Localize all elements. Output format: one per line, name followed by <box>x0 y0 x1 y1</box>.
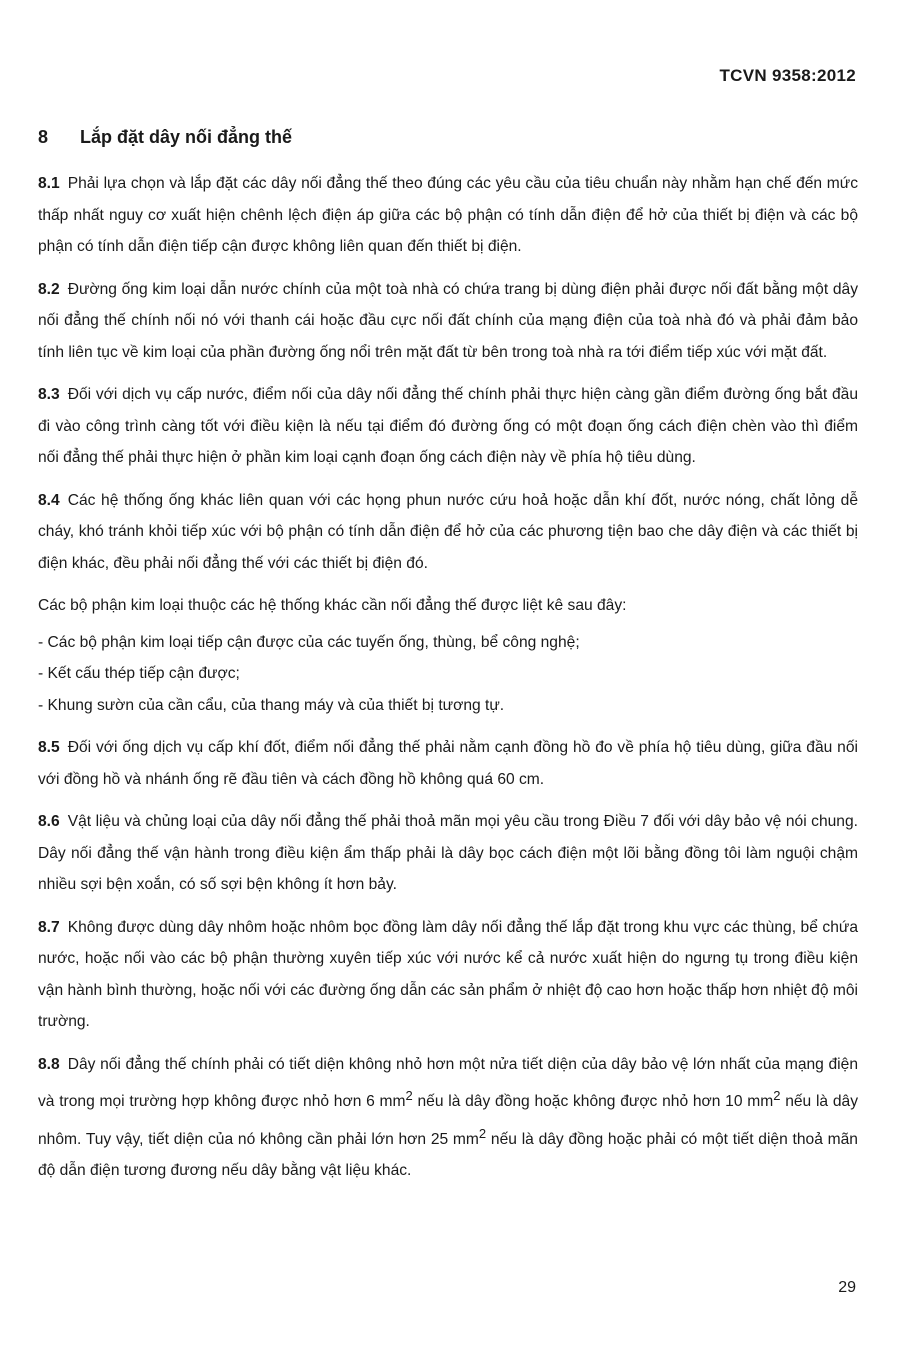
paragraph-number: 8.5 <box>38 739 60 756</box>
paragraph-8-1 <box>38 168 858 263</box>
paragraph-text: Đối với dịch vụ cấp nước, điểm nối của dây nối đẳng thế chính phải thực hiện càng gần điểm đường ống bắt đầu đi vào công trình càng tốt với điều kiện là nếu tại điểm đó đường ống có một đoạn ống cách điện chèn vào thì điểm nối đẳng thế phải thực hiện ở phần kim loại cạnh đoạn ống cách điện này về phía hộ tiêu dùng. <box>38 386 858 466</box>
superscript: 2 <box>405 1088 413 1103</box>
paragraph-number: 8.6 <box>38 813 60 830</box>
list-intro: Các bộ phận kim loại thuộc các hệ thống khác cần nối đẳng thế được liệt kê sau đây: <box>38 597 627 614</box>
paragraph-text: nếu là dây đồng hoặc phải có một tiết diện thoả mãn độ dẫn điện tương đương nếu dây bằng vật liệu khác. <box>38 1130 858 1180</box>
paragraph-text: Đường ống kim loại dẫn nước chính của một toà nhà có chứa trang bị dùng điện phải được nối đất bằng một dây nối đẳng thế chính nối nó với thanh cái hoặc đầu cực nối đất chính của mạng điện của toà nhà đó và phải đảm bảo tính liên tục về kim loại của phần đường ống nổi trên mặt đất từ bên trong toà nhà ra tới điểm tiếp xúc với mặt đất. <box>38 280 858 361</box>
paragraph-text: Dây nối đẳng thế chính phải có tiết diện không nhỏ hơn một nửa tiết diện của dây bảo vệ lớn nhất của mạng điện và trong mọi trường hợp không được nhỏ hơn 6 mm <box>38 1055 858 1111</box>
paragraph-8-6 <box>38 806 858 901</box>
paragraph-number: 8.3 <box>38 386 60 403</box>
section-title: Lắp đặt dây nối đẳng thế <box>80 127 293 147</box>
paragraph-number: 8.8 <box>38 1055 60 1073</box>
paragraph-text: Đối với ống dịch vụ cấp khí đốt, điểm nối đẳng thế phải nằm cạnh đồng hồ đo về phía hộ tiêu dùng, giữa đầu nối với đồng hồ và nhánh ống rẽ đầu tiên và cách đồng hồ không quá 60 cm. <box>38 739 858 788</box>
paragraph-number: 8.1 <box>38 175 60 192</box>
section-number: 8 <box>38 127 49 147</box>
superscript: 2 <box>773 1088 781 1103</box>
paragraph-8-2 <box>38 274 858 369</box>
page-number: 29 <box>838 1279 856 1296</box>
paragraph-number: 8.2 <box>38 280 60 298</box>
paragraph-text: nếu là dây nhôm. Tuy vậy, tiết diện của nó không cần phải lớn hơn 25 mm <box>38 1093 858 1148</box>
paragraph-number: 8.7 <box>38 918 60 936</box>
paragraph-8-7 <box>38 912 858 1038</box>
list-item: - Kết cấu thép tiếp cận được; <box>38 665 240 682</box>
paragraph-text: Vật liệu và chủng loại của dây nối đẳng thế phải thoả mãn mọi yêu cầu trong Điều 7 đối với dây bảo vệ nói chung. Dây nối đẳng thế vận hành trong điều kiện ẩm thấp phải là dây bọc cách điện một lõi bằng đồng tôi làm nguội chậm nhiều sợi bện xoắn, có số sợi bện không ít hơn bảy. <box>38 813 858 893</box>
metal-parts-list <box>38 590 858 721</box>
paragraph-8-3 <box>38 379 858 474</box>
paragraph-text: Phải lựa chọn và lắp đặt các dây nối đẳng thế theo đúng các yêu cầu của tiêu chuẩn này nhằm hạn chế đến mức thấp nhất nguy cơ xuất hiện chênh lệch điện áp giữa các bộ phận có tính dẫn điện để hở của thiết bị điện và các bộ phận có tính dẫn điện tiếp cận được không liên quan đến thiết bị điện. <box>38 175 858 255</box>
section-heading <box>38 127 292 148</box>
document-code: TCVN 9358:2012 <box>719 66 856 85</box>
paragraph-8-5 <box>38 732 858 795</box>
superscript: 2 <box>478 1125 487 1141</box>
list-item: - Khung sườn của cần cẩu, của thang máy và của thiết bị tương tự. <box>38 696 505 714</box>
paragraph-8-4 <box>38 485 858 580</box>
paragraph-text: Không được dùng dây nhôm hoặc nhôm bọc đồng làm dây nối đẳng thế lắp đặt trong khu vực các thùng, bể chứa nước, hoặc nối vào các bộ phận thường xuyên tiếp xúc với nước kể cả nước xuất hiện do ngưng tụ trong điều kiện vận hành bình thường, hoặc nối với các đường ống dẫn các sản phẩm ở nhiệt độ cao hơn hoặc thấp hơn nhiệt độ môi trường. <box>38 918 858 1030</box>
body-content <box>38 168 858 1198</box>
paragraph-text: nếu là dây đồng hoặc không được nhỏ hơn 10 mm <box>412 1093 774 1111</box>
paragraph-8-8 <box>38 1049 858 1187</box>
list-item: - Các bộ phận kim loại tiếp cận được của các tuyến ống, thùng, bể công nghệ; <box>38 633 580 651</box>
paragraph-text: Các hệ thống ống khác liên quan với các họng phun nước cứu hoả hoặc dẫn khí đốt, nước nóng, chất lỏng dễ cháy, khó tránh khỏi tiếp xúc với bộ phận có tính dẫn điện để hở của các phương tiện bao che dây điện và các thiết bị điện khác, đều phải nối đẳng thế với các thiết bị điện đó. <box>38 491 858 572</box>
paragraph-number: 8.4 <box>38 491 60 509</box>
